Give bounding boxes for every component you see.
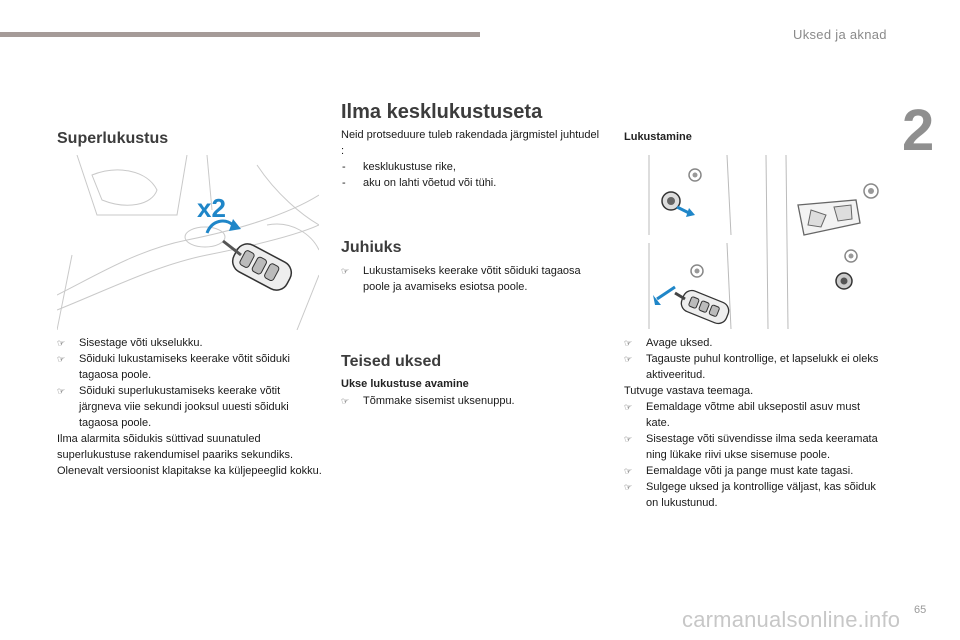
x2-badge: x2	[197, 193, 226, 223]
paragraph: Ilma alarmita sõidukis süttivad suunatuled superlukustuse rakendumisel paariks sekundiks.	[57, 433, 294, 461]
list-item: ☞ Sisestage võti süvendisse ilma seda keeramata ning lükake riivi ukse sisemuse poole.	[624, 431, 886, 463]
superlukustus-text	[57, 335, 322, 479]
list-item: ☞ Eemaldage võti ja pange must kate tagasi.	[624, 463, 886, 479]
list-item: ☞ Sõiduki lukustamiseks keerake võtit sõiduki tagaosa poole.	[57, 351, 322, 383]
ukse-lukustuse-avamine-subtitle: Ukse lukustuse avamine	[341, 378, 469, 390]
intro-paragraph: Neid protseduure tuleb rakendada järgmistel juhtudel :	[341, 129, 600, 157]
list-item: ☞ Sõiduki superlukustamiseks keerake võtit järgneva viie sekundi jooksul uuesti sõiduki tagaosa poole.	[57, 383, 322, 431]
header-accent-bar	[0, 32, 480, 37]
page-number: 65	[914, 604, 927, 616]
list-item: - kesklukustuse rike,	[341, 159, 601, 175]
chapter-title: Uksed ja aknad	[793, 27, 887, 42]
list-item: - aku on lahti võetud või tühi.	[341, 175, 601, 191]
teised-uksed-text	[341, 393, 603, 409]
door-post-cover-illustration	[647, 155, 733, 235]
key-in-latch-illustration	[647, 243, 733, 329]
superlukustus-title: Superlukustus	[57, 130, 169, 147]
list-item: ☞ Sisestage võti ukselukku.	[57, 335, 322, 351]
list-item: ☞ Lukustamiseks keerake võtit sõiduki tagaosa poole ja avamiseks esiotsa poole.	[341, 263, 603, 295]
watermark: carmanualsonline.info	[682, 607, 901, 632]
juhiuks-text	[341, 263, 603, 295]
juhiuks-title: Juhiuks	[341, 239, 402, 256]
list-item: ☞ Sulgege uksed ja kontrollige väljast, kas sõiduk on lukustunud.	[624, 479, 886, 511]
ilma-kesklukustuseta-title: Ilma kesklukustuseta	[341, 101, 543, 123]
paragraph: Olenevalt versioonist klapitakse ka küljepeeglid kokku.	[57, 465, 322, 477]
teised-uksed-title: Teised uksed	[341, 353, 442, 370]
intro-text	[341, 127, 601, 191]
list-item: ☞ Tagauste puhul kontrollige, et lapselukk ei oleks aktiveeritud.	[624, 351, 886, 383]
list-item: ☞ Avage uksed.	[624, 335, 886, 351]
door-lock-illustration	[57, 155, 319, 330]
lukustamine-subtitle: Lukustamine	[624, 131, 692, 143]
list-item: ☞ Eemaldage võtme abil uksepostil asuv must kate.	[624, 399, 886, 431]
paragraph: Tutvuge vastava teemaga.	[624, 385, 754, 397]
lukustamine-text	[624, 335, 886, 511]
list-item: ☞ Tõmmake sisemist uksenuppu.	[341, 393, 603, 409]
chapter-number: 2	[902, 98, 935, 163]
door-latch-illustration	[756, 155, 886, 329]
